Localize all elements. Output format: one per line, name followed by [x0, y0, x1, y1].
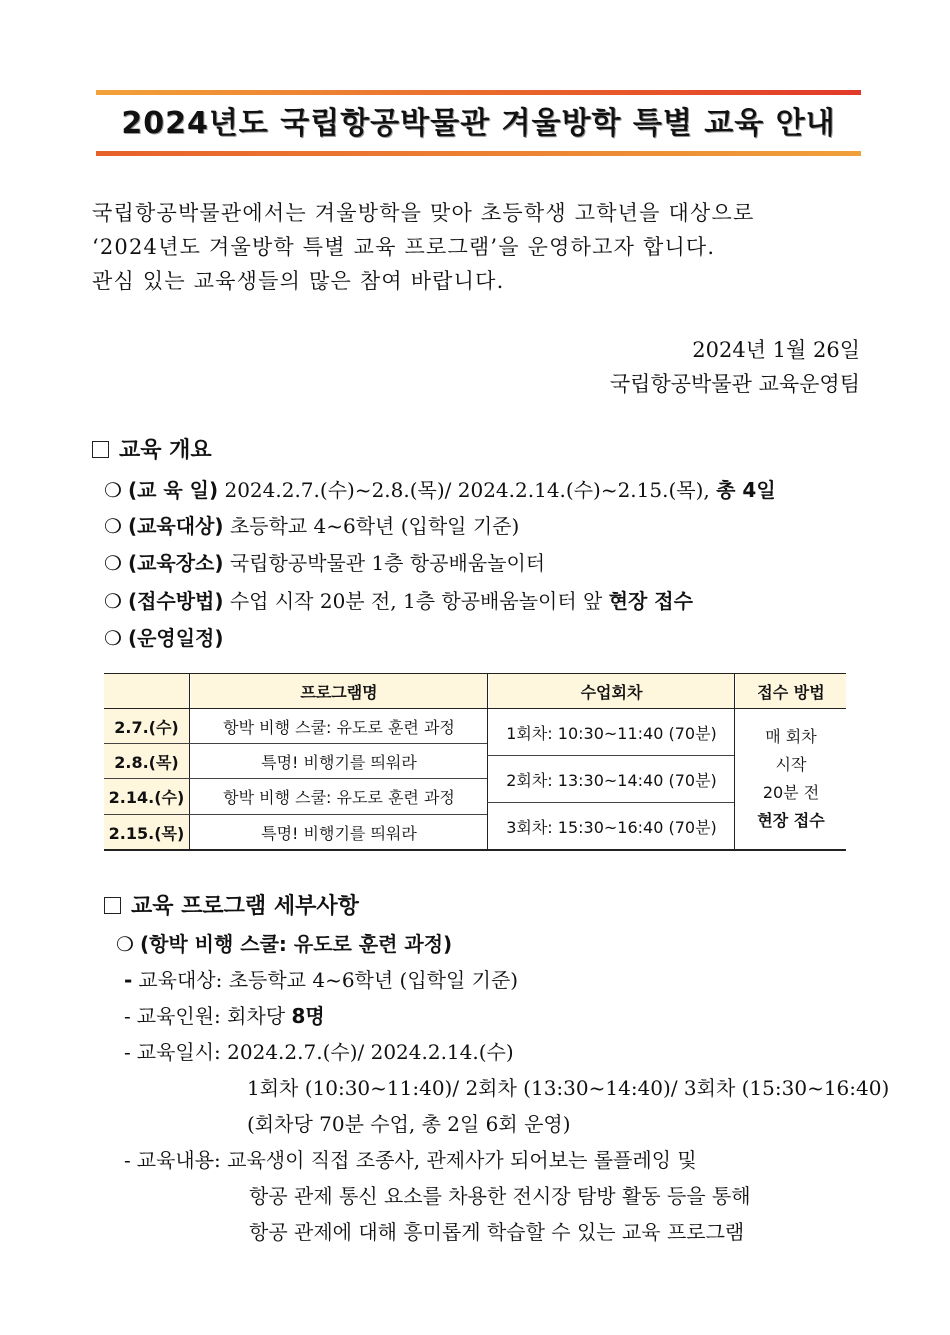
intro-line-3: 관심 있는 교육생들의 많은 참여 바랍니다.: [92, 269, 505, 293]
page-title: 2024년도 국립항공박물관 겨울방학 특별 교육 안내: [121, 106, 836, 141]
table-program: 항박 비행 스쿨: 유도로 훈련 과정: [223, 717, 455, 737]
table-day: 2.15.(목): [104, 815, 189, 849]
overview-item-schedule: ❍ (운영일정): [104, 626, 224, 650]
table-header-session: 수업회차: [489, 674, 734, 708]
notice-org: 국립항공박물관 교육운영팀: [609, 372, 860, 396]
overview-item-registration: ❍ (접수방법) 수업 시작 20분 전, 1층 항공배움놀이터 앞 현장 접수: [104, 589, 693, 613]
table-session: 1회차: 10:30~11:40 (70분): [506, 723, 717, 743]
table-header-blank: [104, 674, 189, 708]
table-header-program: 프로그램명: [191, 674, 487, 708]
circle-bullet-icon: ❍: [104, 626, 122, 650]
table-session: 2회차: 13:30~14:40 (70분): [506, 770, 717, 790]
details-datetime-note: (회차당 70분 수업, 총 2일 6회 운영): [247, 1112, 571, 1136]
table-program: 특명! 비행기를 띄워라: [261, 752, 417, 772]
checkbox-icon: [92, 441, 109, 458]
details-datetime: - 교육일시: 2024.2.7.(수)/ 2024.2.14.(수): [124, 1040, 514, 1064]
details-content: - 교육내용: 교육생이 직접 조종사, 관제사가 되어보는 롤플레잉 및: [124, 1148, 697, 1172]
details-target: - 교육대상: 초등학교 4~6학년 (입학일 기준): [124, 968, 519, 992]
title-bar-top: [96, 90, 861, 95]
details-program-title: ❍ (항박 비행 스쿨: 유도로 훈련 과정): [116, 932, 453, 956]
table-session: 3회차: 15:30~16:40 (70분): [506, 817, 717, 837]
circle-bullet-icon: ❍: [104, 514, 122, 538]
overview-item-target: ❍ (교육대상) 초등학교 4~6학년 (입학일 기준): [104, 514, 520, 538]
circle-bullet-icon: ❍: [104, 478, 122, 502]
title-bar-bottom: [96, 151, 861, 156]
checkbox-icon: [104, 897, 121, 914]
details-heading: 교육 프로그램 세부사항: [104, 889, 359, 920]
overview-item-place: ❍ (교육장소) 국립항공박물관 1층 항공배움놀이터: [104, 551, 546, 575]
overview-item-date: ❍ (교 육 일) 2024.2.7.(수)~2.8.(목)/ 2024.2.14.(수)~2.15.(목), 총 4일: [104, 478, 776, 502]
details-datetime-sessions: 1회차 (10:30~11:40)/ 2회차 (13:30~14:40)/ 3회차 (15:30~16:40): [247, 1076, 890, 1100]
table-program: 특명! 비행기를 띄워라: [261, 823, 417, 843]
table-day: 2.7.(수): [104, 709, 189, 743]
table-day: 2.14.(수): [104, 779, 189, 814]
table-day: 2.8.(목): [104, 744, 189, 778]
notice-date: 2024년 1월 26일: [692, 338, 860, 362]
circle-bullet-icon: ❍: [104, 551, 122, 575]
schedule-table: [104, 673, 846, 851]
table-header-method: 접수 방법: [736, 674, 846, 708]
table-method: 매 회차 시작 20분 전 현장 접수: [757, 727, 825, 830]
circle-bullet-icon: ❍: [104, 589, 122, 613]
circle-bullet-icon: ❍: [116, 932, 134, 956]
details-content-line-3: 항공 관제에 대해 흥미롭게 학습할 수 있는 교육 프로그램: [249, 1220, 745, 1244]
overview-heading: 교육 개요: [92, 433, 212, 464]
details-capacity: - 교육인원: 회차당 8명: [124, 1004, 325, 1028]
details-content-line-2: 항공 관제 통신 요소를 차용한 전시장 탐방 활동 등을 통해: [249, 1184, 751, 1208]
intro-line-2: ‘2024년도 겨울방학 특별 교육 프로그램’을 운영하고자 합니다.: [92, 235, 716, 259]
table-program: 항박 비행 스쿨: 유도로 훈련 과정: [223, 788, 455, 807]
intro-line-1: 국립항공박물관에서는 겨울방학을 맞아 초등학생 고학년을 대상으로: [92, 201, 755, 225]
